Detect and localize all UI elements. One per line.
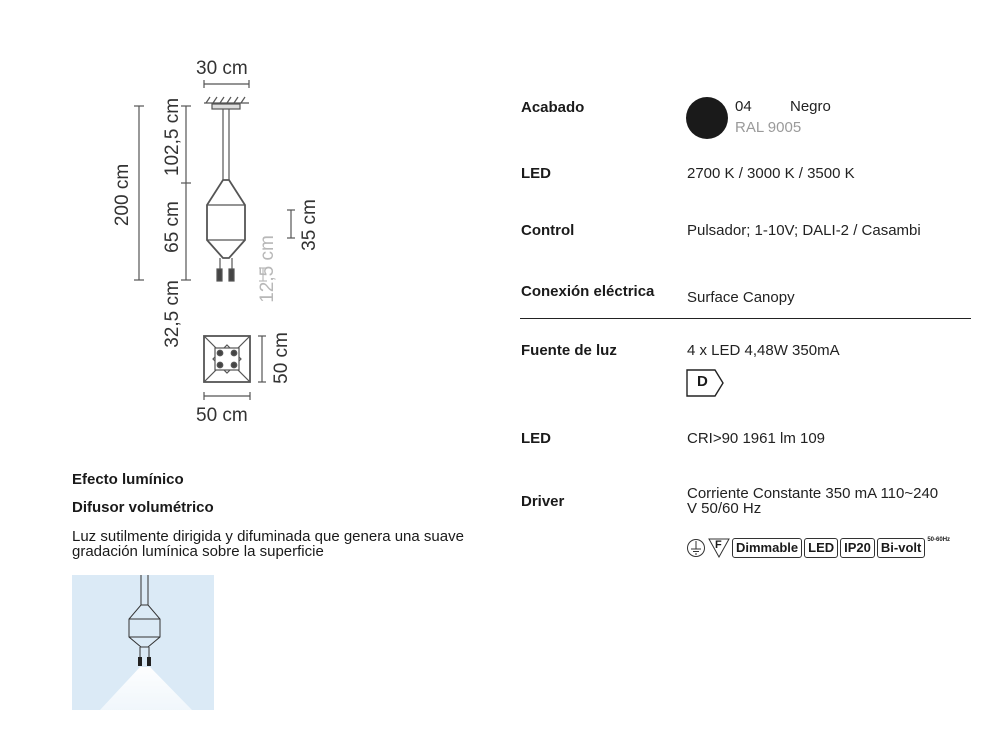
finish-swatch (686, 97, 728, 139)
finish-code: 04 (735, 98, 752, 115)
badge-led: LED (804, 538, 838, 558)
light-source-label: Fuente de luz (521, 342, 617, 359)
driver-value-line2: V 50/60 Hz (687, 500, 762, 517)
driver-label: Driver (521, 493, 565, 510)
section-divider (520, 318, 971, 319)
dim-top-width: 30 cm (196, 58, 248, 79)
f-mark-icon (708, 538, 730, 558)
dim-body-height: 65 cm (162, 201, 183, 253)
finish-name: Negro (790, 98, 831, 115)
finish-label: Acabado (521, 99, 585, 116)
effect-subtitle: Difusor volumétrico (72, 499, 214, 516)
dim-plan-width: 50 cm (196, 405, 248, 426)
badge-dimmable: Dimmable (732, 538, 802, 558)
bivolt-frequency: 50-60Hz (927, 537, 951, 543)
dim-diffuser-height: 35 cm (299, 199, 320, 251)
led-value: 2700 K / 3000 K / 3500 K (687, 165, 855, 182)
dim-cable-length: 102,5 cm (162, 97, 183, 177)
badge-bivolt: Bi-volt (877, 538, 925, 558)
led2-value: CRI>90 1961 lm 109 (687, 430, 826, 447)
light-source-value: 4 x LED 4,48W 350mA (687, 342, 840, 359)
dim-lower-length: 32,5 cm (162, 280, 183, 348)
f-mark-label: F (715, 539, 722, 551)
driver-value (687, 486, 938, 516)
finish-ral: RAL 9005 (735, 119, 802, 136)
connection-label: Conexión eléctrica (521, 283, 655, 300)
connection-value: Surface Canopy (687, 289, 795, 306)
energy-class-label: D (697, 373, 708, 390)
effect-description: Luz sutilmente dirigida y difuminada que genera una suave gradación lumínica sobre la superficie (72, 528, 464, 560)
control-label: Control (521, 222, 575, 239)
light-effect-illustration (72, 575, 214, 710)
ground-icon (686, 538, 708, 558)
effect-title: Efecto lumínico (72, 471, 184, 488)
driver-value-line1: Corriente Constante 350 mA 110~240 (687, 485, 939, 502)
led-label: LED (521, 165, 551, 182)
dim-plan-height: 50 cm (271, 332, 292, 384)
badge-ip20: IP20 (840, 538, 875, 558)
certifications-row (686, 538, 950, 558)
dim-total-height: 200 cm (112, 163, 133, 227)
control-value: Pulsador; 1-10V; DALI-2 / Casambi (687, 222, 921, 239)
led2-label: LED (521, 430, 551, 447)
dim-led-drop: 12,5 cm (257, 235, 278, 303)
